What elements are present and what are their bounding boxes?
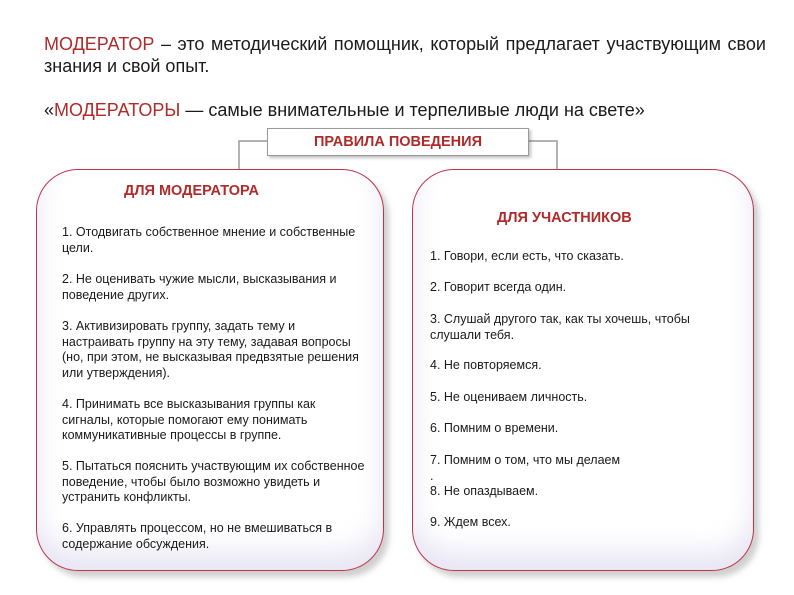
moderator-panel-title: ДЛЯ МОДЕРАТОРА xyxy=(124,183,259,199)
participants-panel-title: ДЛЯ УЧАСТНИКОВ xyxy=(497,210,632,226)
participant-rule-9: 9. Ждем всех. xyxy=(430,515,511,529)
participant-rule-5: 5. Не оцениваем личность. xyxy=(430,390,588,404)
moderator-rule-3: 3. Активизировать группу, задать тему и настраивать группу на эту тему, задавая вопросы (но, при этом, не высказывая предвзятые решения или утверждения). xyxy=(62,319,359,380)
participant-rule-1: 1. Говори, если есть, что сказать. xyxy=(430,249,624,263)
rules-header: ПРАВИЛА ПОВЕДЕНИЯ xyxy=(267,128,529,156)
quote-open-mark: « xyxy=(44,100,55,120)
participant-rule-4: 4. Не повторяемся. xyxy=(430,358,542,372)
quote-term: МОДЕРАТОРЫ xyxy=(54,100,181,120)
moderator-rule-5: 5. Пытаться пояснить участвующим их собственное поведение, чтобы было возможно увидеть и устранить конфликты. xyxy=(62,459,365,504)
quote-text: — самые внимательные и терпеливые люди на свете» xyxy=(180,100,645,120)
participant-rule-8: 8. Не опаздываем. xyxy=(430,484,539,498)
definition-text: – это методический помощник, который предлагает участвующим свои знания и свой опыт. xyxy=(44,34,766,76)
moderator-rule-4: 4. Принимать все высказывания группы как сигналы, которые помогают ему понимать коммуникативные процессы в группе. xyxy=(62,397,316,442)
participant-rule-7-dot: . xyxy=(430,469,434,483)
participant-rule-2: 2. Говорит всегда один. xyxy=(430,280,567,294)
participant-rule-3: 3. Слушай другого так, как ты хочешь, чтобы слушали тебя. xyxy=(430,312,690,342)
moderator-rule-2: 2. Не оценивать чужие мысли, высказывания и поведение других. xyxy=(62,272,337,302)
moderator-rule-1: 1. Отодвигать собственное мнение и собственные цели. xyxy=(62,225,356,255)
participant-rule-7: 7. Помним о том, что мы делаем xyxy=(430,453,621,467)
moderator-rule-6: 6. Управлять процессом, но не вмешиваться в содержание обсуждения. xyxy=(62,521,333,551)
definition-term: МОДЕРАТОР xyxy=(44,34,155,54)
participant-rule-6: 6. Помним о времени. xyxy=(430,421,559,435)
